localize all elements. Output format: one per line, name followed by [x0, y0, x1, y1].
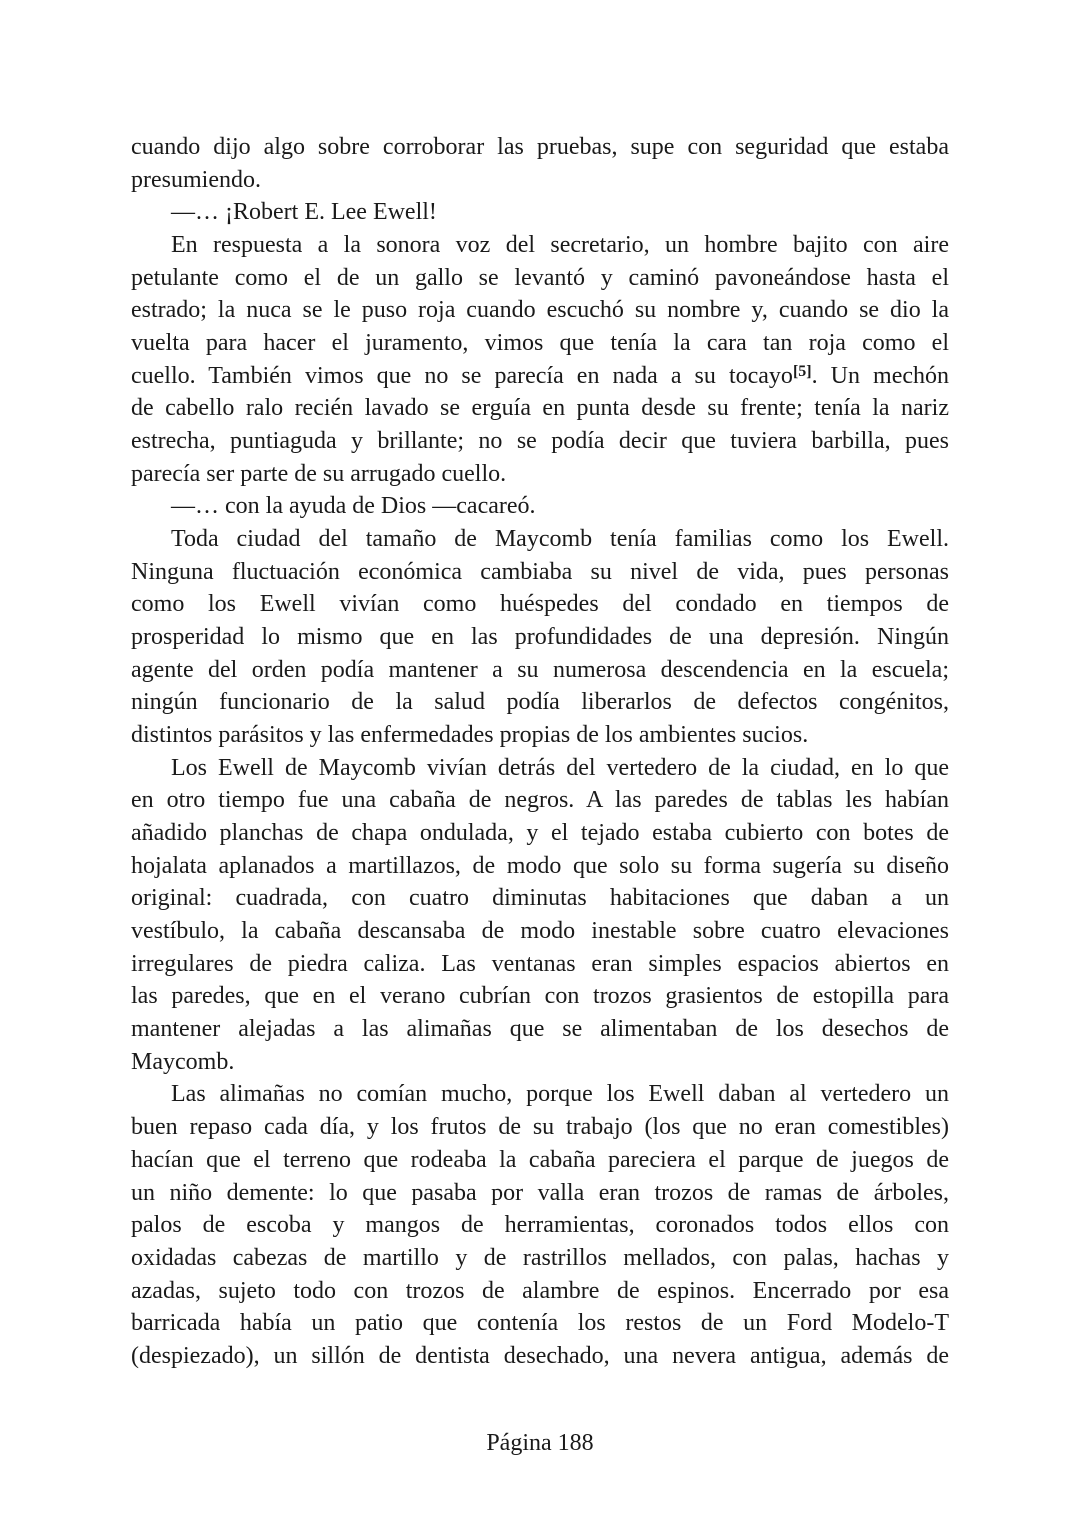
text-line: distintos parásitos y las enfermedades propias de los ambientes sucios. [131, 722, 809, 749]
text-line: (despiezado), un sillón de dentista desechado, una nevera antigua, además de [131, 1342, 949, 1369]
text-line: Maycomb. [131, 1048, 235, 1075]
text-line: original: cuadrada, con cuatro diminutas habitaciones que daban a un [131, 885, 949, 912]
text-line: como los Ewell vivían como huéspedes del condado en tiempos de [131, 591, 949, 618]
text-line: oxidadas cabezas de martillo y de rastrillos mellados, con palas, hachas y [131, 1244, 949, 1271]
text-line: barricada había un patio que contenía los restos de un Ford Modelo-T [131, 1310, 949, 1337]
text-line: hojalata aplanados a martillazos, de modo que solo su forma sugería su diseño [131, 852, 949, 879]
paragraph [131, 1078, 949, 1372]
text-line: Las alimañas no comían mucho, porque los Ewell daban al vertedero un [171, 1081, 949, 1108]
text-line: vuelta para hacer el juramento, vimos que tenía la cara tan roja como el [131, 330, 949, 357]
text-line: azadas, sujeto todo con trozos de alambre de espinos. Encerrado por esa [131, 1277, 949, 1304]
text-line: ningún funcionario de la salud podía liberarlos de defectos congénitos, [131, 689, 949, 716]
text-line: —… con la ayuda de Dios —cacareó. [171, 493, 536, 520]
text-line: en otro tiempo fue una cabaña de negros. A las paredes de tablas les habían [131, 787, 949, 814]
paragraph [131, 490, 949, 523]
paragraph [131, 131, 949, 196]
text-line: mantener alejadas a las alimañas que se alimentaban de los desechos de [131, 1016, 949, 1043]
page-body [131, 131, 949, 1373]
paragraph [131, 196, 949, 229]
footnote-reference[interactable]: [5] [792, 362, 812, 380]
text-line: —… ¡Robert E. Lee Ewell! [171, 199, 437, 226]
text-line: estrecha, puntiaguda y brillante; no se podía decir que tuviera barbilla, pues [131, 428, 949, 455]
paragraph [131, 523, 949, 752]
text-line: estrado; la nuca se le puso roja cuando escuchó su nombre y, cuando se dio la [131, 297, 949, 324]
text-line [131, 360, 949, 393]
text-line: prosperidad lo mismo que en las profundidades de una depresión. Ningún [131, 624, 949, 651]
text-fragment: cuello. También vimos que no se parecía en nada a su tocayo [131, 362, 793, 389]
text-line: vestíbulo, la cabaña descansaba de modo inestable sobre cuatro elevaciones [131, 918, 949, 945]
text-line: presumiendo. [131, 166, 261, 193]
text-fragment: . Un mechón [811, 362, 950, 389]
text-line: cuando dijo algo sobre corroborar las pruebas, supe con seguridad que estaba [131, 134, 949, 160]
text-line: agente del orden podía mantener a su numerosa descendencia en la escuela; [131, 656, 949, 683]
text-line: Los Ewell de Maycomb vivían detrás del vertedero de la ciudad, en lo que [171, 754, 949, 781]
text-line: Toda ciudad del tamaño de Maycomb tenía familias como los Ewell. [171, 526, 949, 553]
paragraph [131, 229, 949, 490]
text-line: añadido planchas de chapa ondulada, y el tejado estaba cubierto con botes de [131, 820, 949, 847]
text-line: las paredes, que en el verano cubrían con trozos grasientos de estopilla para [131, 983, 949, 1010]
paragraph [131, 752, 949, 1079]
text-line: hacían que el terreno que rodeaba la cabaña pareciera el parque de juegos de [131, 1146, 949, 1173]
text-line: En respuesta a la sonora voz del secretario, un hombre bajito con aire [171, 232, 949, 259]
text-line: buen repaso cada día, y los frutos de su trabajo (los que no eran comestibles) [131, 1114, 949, 1141]
text-line: petulante como el de un gallo se levantó y caminó pavoneándose hasta el [131, 264, 949, 291]
text-line: parecía ser parte de su arrugado cuello. [131, 460, 507, 487]
page-number: Página 188 [486, 1430, 594, 1456]
text-line: palos de escoba y mangos de herramientas, coronados todos ellos con [131, 1212, 949, 1239]
text-line: de cabello ralo recién lavado se erguía en punta desde su frente; tenía la nariz [131, 395, 949, 422]
text-line: un niño demente: lo que pasaba por valla eran trozos de ramas de árboles, [131, 1179, 949, 1206]
text-line: Ninguna fluctuación económica cambiaba su nivel de vida, pues personas [131, 558, 949, 585]
text-line: irregulares de piedra caliza. Las ventanas eran simples espacios abiertos en [131, 950, 949, 977]
